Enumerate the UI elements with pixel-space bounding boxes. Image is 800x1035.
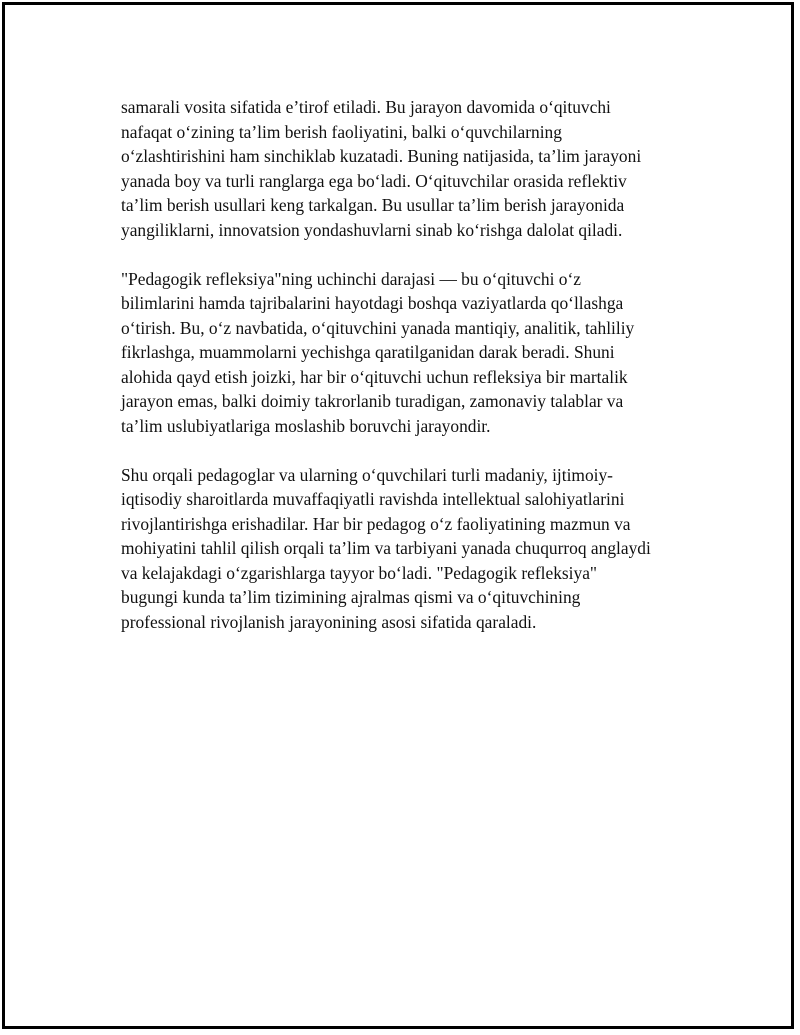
text-line: professional rivojlanish jarayonining asosi sifatida qaraladi. (121, 611, 537, 632)
text-line: Shu orqali pedagoglar va ularning o‘quvchilari turli madaniy, ijtimoiy- (121, 464, 613, 485)
text-line: o‘tirish. Bu, o‘z navbatida, o‘qituvchini yanada mantiqiy, analitik, tahliliy (121, 317, 635, 338)
text-line: yangiliklarni, innovatsion yondashuvlarni sinab ko‘rishga dalolat qiladi. (121, 219, 623, 240)
text-line: fikrlashga, muammolarni yechishga qaratilganidan darak beradi. Shuni (121, 342, 615, 362)
text-line: o‘zlashtirishini ham sinchiklab kuzatadi. Buning natijasida, ta’lim jarayoni (121, 146, 642, 166)
paragraph-2 (121, 267, 701, 439)
text-line: ta’lim uslubiyatlariga moslashib boruvchi jarayondir. (121, 415, 491, 436)
text-line: samarali vosita sifatida e’tirof etiladi. Bu jarayon davomida o‘qituvchi (121, 97, 611, 117)
text-line: nafaqat o‘zining ta’lim berish faoliyatini, balki o‘quvchilarning (121, 121, 562, 142)
text-line: alohida qayd etish joizki, har bir o‘qituvchi uchun refleksiya bir martalik (121, 366, 628, 387)
text-line: "Pedagogik refleksiya"ning uchinchi darajasi — bu o‘qituvchi o‘z (121, 268, 581, 289)
text-line: iqtisodiy sharoitlarda muvaffaqiyatli ravishda intellektual salohiyatlarini (121, 489, 625, 509)
text-line: bugungi kunda ta’lim tizimining ajralmas qismi va o‘qituvchining (121, 587, 581, 607)
text-line: yanada boy va turli ranglarga ega bo‘ladi. O‘qituvchilar orasida reflektiv (121, 170, 627, 191)
document-body (121, 95, 701, 659)
text-line: va kelajakdagi o‘zgarishlarga tayyor bo‘ladi. "Pedagogik refleksiya" (121, 562, 598, 583)
paragraph-3 (121, 463, 701, 635)
text-line: bilimlarini hamda tajribalarini hayotdagi boshqa vaziyatlarda qo‘llashga (121, 293, 624, 313)
text-line: rivojlantirishga erishadilar. Har bir pedagog o‘z faoliyatining mazmun va (121, 513, 631, 534)
page-frame (2, 2, 794, 1029)
text-line: mohiyatini tahlil qilish orqali ta’lim va tarbiyani yanada chuqurroq anglaydi (121, 538, 651, 558)
paragraph-1 (121, 95, 701, 242)
text-line: jarayon emas, balki doimiy takrorlanib turadigan, zamonaviy talablar va (121, 391, 624, 411)
text-line: ta’lim berish usullari keng tarkalgan. Bu usullar ta’lim berish jarayonida (121, 195, 625, 215)
